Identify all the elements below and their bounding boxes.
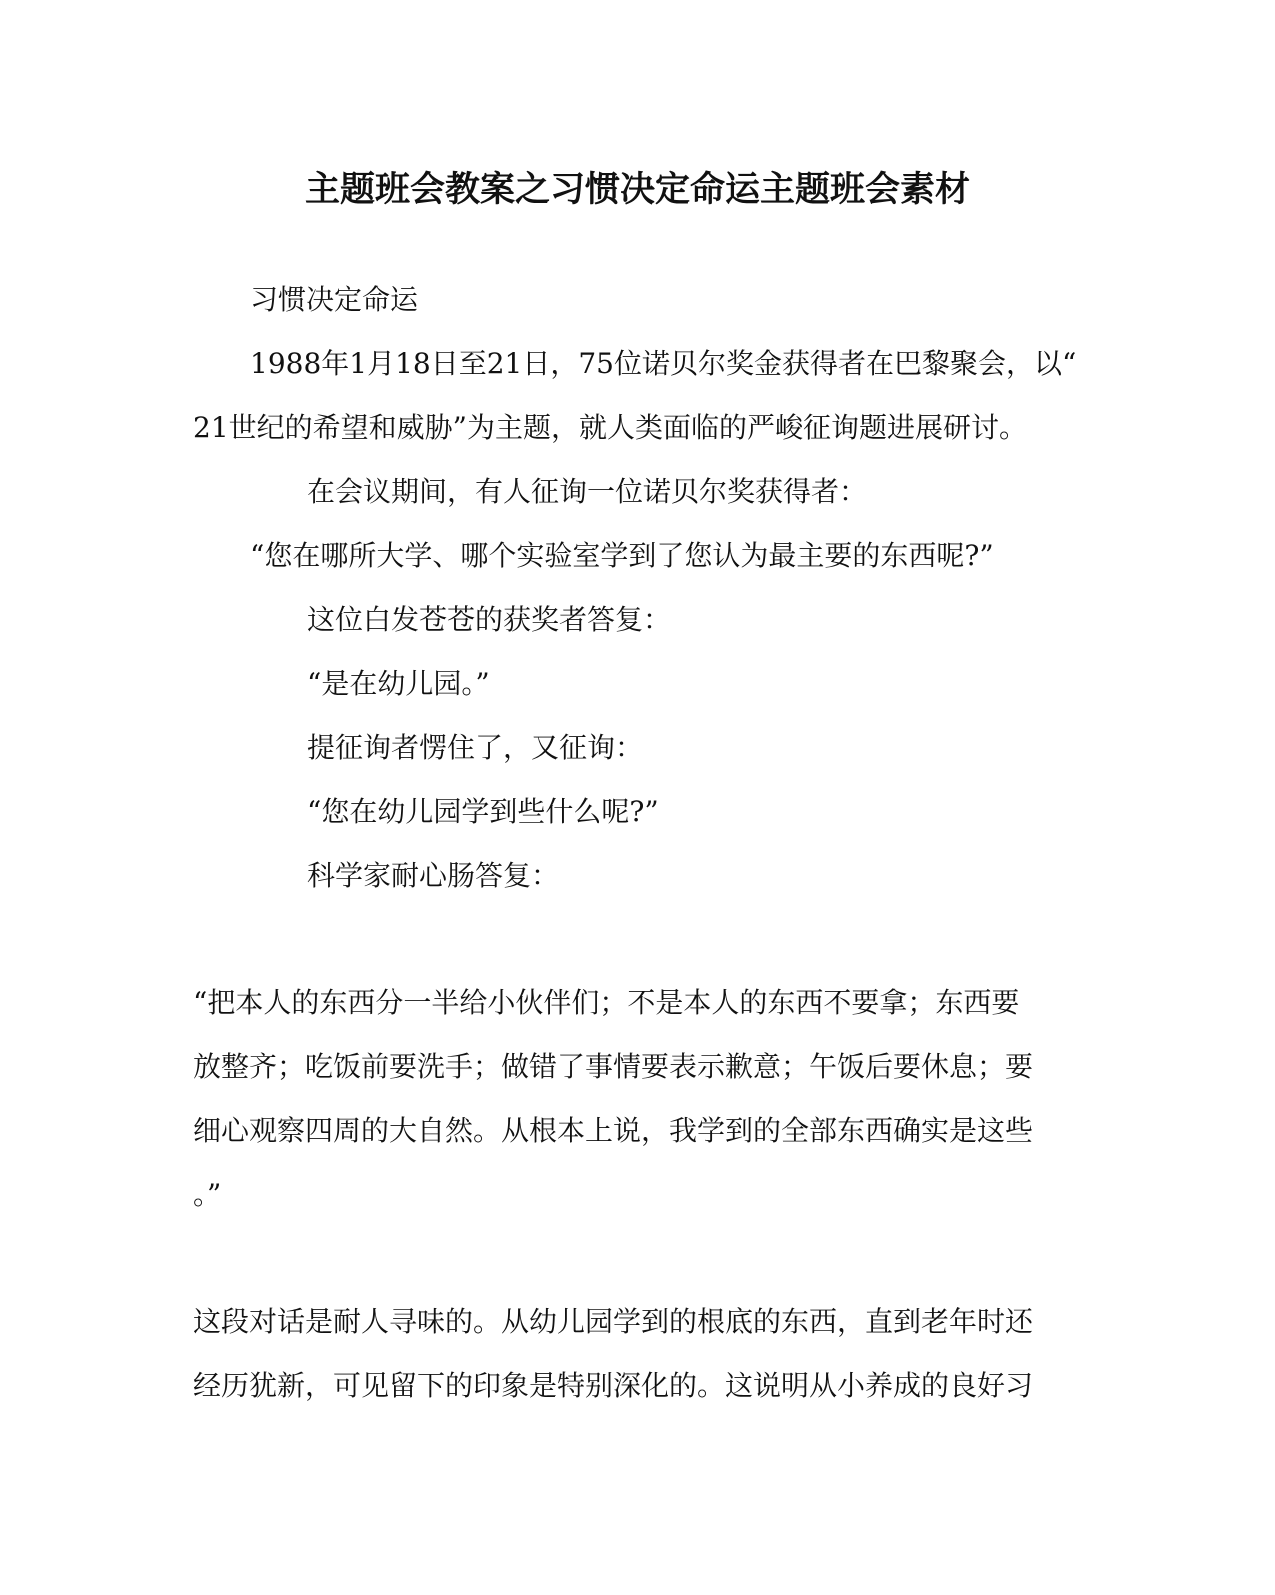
paragraph-line: 放整齐；吃饭前要洗手；做错了事情要表示歉意；午饭后要休息；要 <box>193 1050 1034 1083</box>
paragraph-line: “把本人的东西分一半给小伙伴们；不是本人的东西不要拿；东西要 <box>193 986 1020 1019</box>
paragraph-line: “您在幼儿园学到些什么呢?” <box>307 795 659 828</box>
paragraph-line: 细心观察四周的大自然。从根本上说，我学到的全部东西确实是这些 <box>193 1114 1034 1147</box>
paragraph-line: 提征询者愣住了，又征询： <box>307 731 644 764</box>
paragraph-line: 1988年1月18日至21日，75位诺贝尔奖金获得者在巴黎聚会，以“ <box>250 347 1077 380</box>
paragraph-line: 习惯决定命运 <box>250 283 419 316</box>
paragraph-line: 这段对话是耐人寻味的。从幼儿园学到的根底的东西，直到老年时还 <box>193 1305 1034 1338</box>
document-title: 主题班会教案之习惯决定命运主题班会素材 <box>304 169 970 210</box>
paragraph-line: 21世纪的希望和威胁”为主题，就人类面临的严峻征询题进展研讨。 <box>193 411 1027 444</box>
paragraph-line: 科学家耐心肠答复： <box>307 859 560 892</box>
paragraph-line: “是在幼儿园。” <box>307 667 490 700</box>
paragraph-line: 。” <box>193 1178 222 1211</box>
paragraph-line: “您在哪所大学、哪个实验室学到了您认为最主要的东西呢?” <box>250 539 994 572</box>
paragraph-line: 经历犹新，可见留下的印象是特别深化的。这说明从小养成的良好习 <box>193 1369 1034 1402</box>
paragraph-line: 这位白发苍苍的获奖者答复： <box>307 603 672 636</box>
paragraph-line: 在会议期间，有人征询一位诺贝尔奖获得者： <box>307 475 868 508</box>
